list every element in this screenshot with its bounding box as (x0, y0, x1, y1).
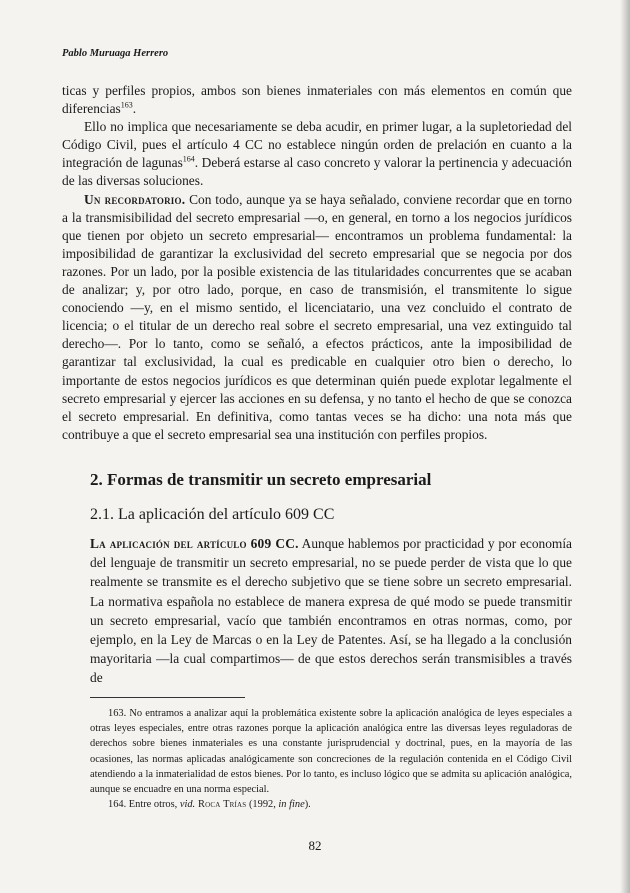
section-text-lower (90, 534, 572, 688)
paragraph-text: Aunque hablemos por practicidad y por economía del lenguaje de transmitir un secreto empresarial, no se puede perder de vista que lo que realmente se transmite es el derecho subjetivo que se tiene sobre un secreto empresarial. La normativa española no establece de manera expresa de qué modo se puede transmitir un secreto empresarial, vacío que también encontramos en otras normas, como, por ejemplo, en la Ley de Marcas o en la Ley de Patentes. Así, se ha llegado a la conclusión mayoritaria —la cual compartimos— de que estos derechos serán transmisibles a través de (90, 536, 572, 686)
subsection-heading: 2.1. La aplicación del artículo 609 CC (90, 506, 335, 523)
page-number: 82 (308, 838, 322, 853)
paragraph (62, 191, 572, 444)
footnote-163: 163. No entramos a analizar aquí la problemática existente sobre la aplicación analógica de leyes especiales a otras leyes especiales, entre otras razones porque la aplicación analógica entre las diversas leyes reguladoras de derechos sobre bienes inmateriales es una constante jurisprudencial y doctrinal, pues, en la mayoría de las ocasiones, las normas aplicadas analógicamente son concreciones de la regulación contenida en el Código Civil atendiendo a la inmaterialidad de estos bienes. Por lo tanto, es incluso lógico que se admita su aplicación analógica, aunque se encuadre en una norma especial. (90, 708, 572, 796)
page-edge-shadow (620, 0, 630, 893)
paragraph (62, 118, 572, 190)
footnote-text: (1992, (246, 799, 279, 811)
footnote-164 (90, 797, 572, 812)
run-in-heading: La aplicación del artículo 609 CC. (90, 536, 299, 551)
paragraph-text: ticas y perfiles propios, ambos son bienes inmateriales con más elementos en común que diferencias (62, 83, 572, 117)
paragraph-text: Con todo, aunque ya se haya señalado, conviene recordar que en torno a la transmisibilidad del secreto empresarial —o, en general, en torno a los negocios jurídicos que tienen por objeto un secreto empresarial— encontramos un problema fundamental: la imposibilidad de garantizar la exclusividad del secreto empresarial que se negocia por dos razones. Por un lado, por la posible existencia de las titularidades concurrentes que se acaban de analizar; y, por otro lado, porque, en caso de transmisión, el transmitente lo sigue conociendo —y, en el mismo sentido, el licenciatario, una vez concluido el contrato de licencia; o el titular de un derecho real sobre el secreto empresarial, una vez extinguido tal derecho—. Por lo tanto, como se señaló, a efectos prácticos, ante la imposibilidad de garantizar tal exclusividad, la cual es predicable en cualquier otro bien o derecho, lo importante de estos negocios jurídicos es que determinan quién puede explotar legalmente el secreto empresarial y ejercer las acciones en su defensa, y no tanto el hecho de que se conozca el secreto empresarial. En definitiva, como tantas veces se ha dicho: una nota más que contribuye a que el secreto empresarial sea una institución con perfiles propios. (62, 191, 572, 442)
footnote-ref-163[interactable]: 163 (120, 100, 133, 110)
footnote-text: 164. Entre otros, (108, 799, 180, 811)
running-head: Pablo Muruaga Herrero (62, 48, 169, 59)
footnotes (90, 706, 572, 812)
footnote-ref-164[interactable]: 164 (182, 154, 195, 164)
section-text-upper (62, 82, 572, 444)
paragraph-text: . (132, 101, 137, 117)
paragraph (90, 534, 572, 688)
paragraph-text: . Deberá estarse al caso concreto y valorar la pertinencia y adecuación de las diversas soluciones. (62, 155, 572, 189)
footnote-text: in fine (278, 799, 305, 811)
footnote-text: vid. (179, 799, 196, 811)
footnote-author: Roca Trías (195, 799, 247, 811)
footnote-text: ). (304, 799, 311, 811)
section-heading: 2. Formas de transmitir un secreto empresarial (90, 470, 432, 489)
footnote-divider (90, 697, 245, 698)
paragraph (62, 82, 572, 118)
paragraph-text: Ello no implica que necesariamente se deba acudir, en primer lugar, a la supletoriedad del Código Civil, pues el artículo 4 CC no establece ningún orden de prelación en cuanto a la integración de lagunas (62, 119, 572, 171)
run-in-heading: Un recordatorio. (84, 191, 186, 207)
